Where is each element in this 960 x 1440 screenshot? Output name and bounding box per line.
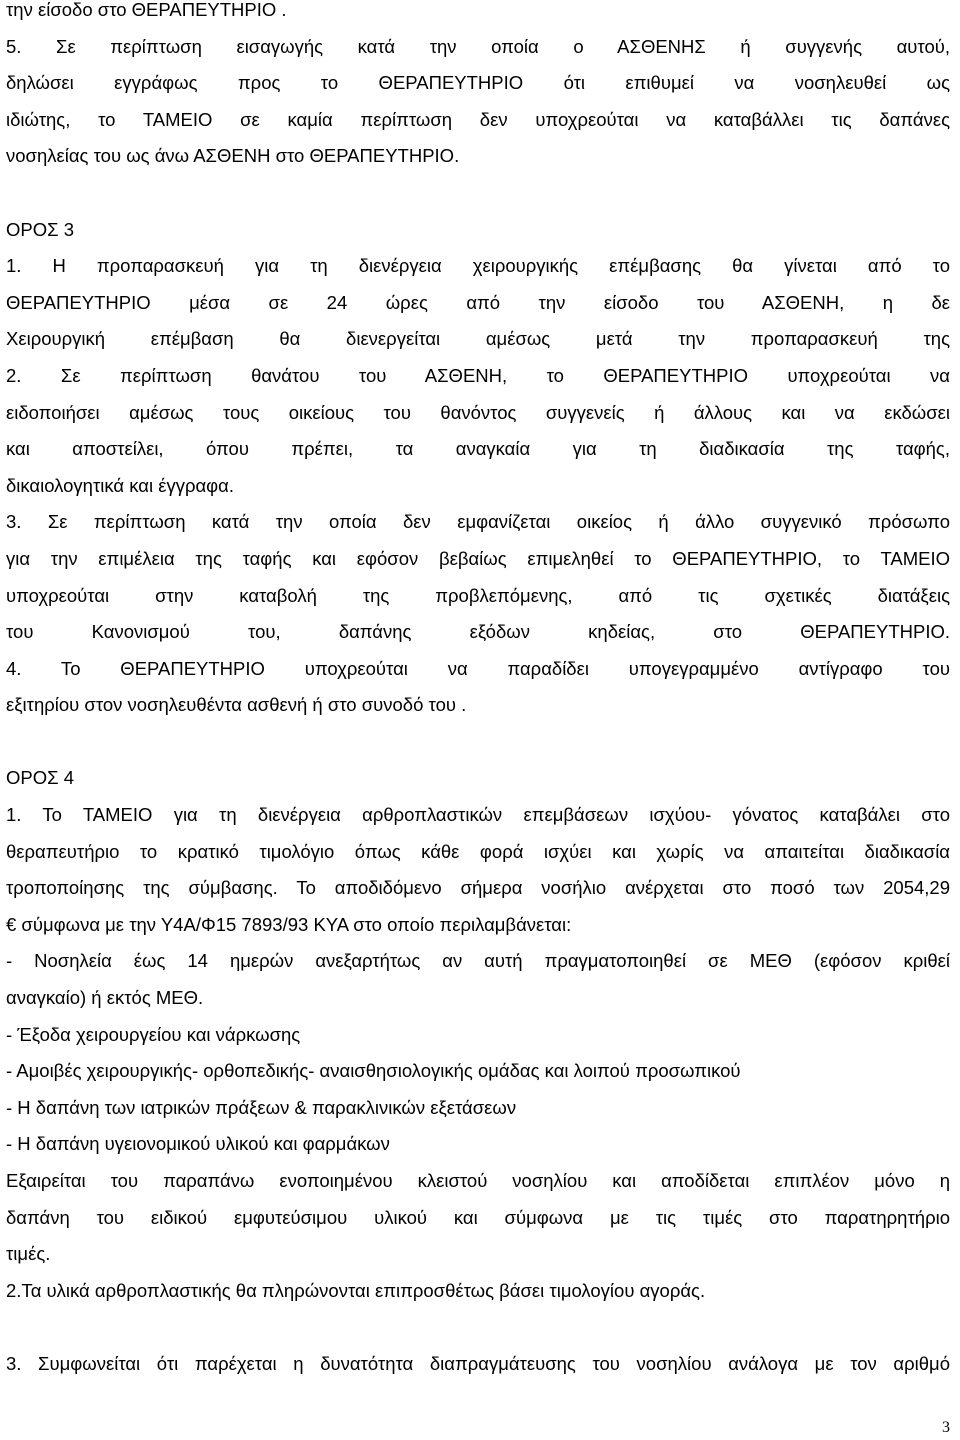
text-line: - Έξοδα χειρουργείου και νάρκωσης	[6, 1023, 301, 1045]
text-line: δηλώσει εγγράφως προς το ΘΕΡΑΠΕΥΤΗΡΙΟ ότι επιθυμεί να νοσηλευθεί ως	[6, 72, 950, 94]
text-line: Χειρουργική επέμβαση θα διενεργείται αμέσως μετά την προπαρασκευή της	[6, 328, 950, 350]
text-line: υποχρεούται στην καταβολή της προβλεπόμενης, από τις σχετικές διατάξεις	[6, 584, 950, 606]
text-line: τροποποίησης της σύμβασης. Το αποδιδόμενο σήμερα νοσήλιο ανέρχεται στο ποσό των 2054,29	[6, 877, 950, 899]
blank-line	[6, 724, 950, 761]
text-line: 2.Τα υλικά αρθροπλαστικής θα πληρώνονται επιπροσθέτως βάσει τιμολογίου αγοράς.	[6, 1279, 706, 1301]
text-line: 1. Η προπαρασκευή για τη διενέργεια χειρουργικής επέμβασης θα γίνεται από το	[6, 255, 950, 277]
text-line: αναγκαίο) ή εκτός ΜΕΘ.	[6, 987, 204, 1009]
text-line: νοσηλείας του ως άνω ΑΣΘΕΝΗ στο ΘΕΡΑΠΕΥΤΗΡΙΟ.	[6, 145, 460, 167]
text-line: ΘΕΡΑΠΕΥΤΗΡΙΟ μέσα σε 24 ώρες από την είσοδο του ΑΣΘΕΝΗ, η δε	[6, 291, 950, 313]
text-line: και αποστείλει, όπου πρέπει, τα αναγκαία για τη διαδικασία της ταφής,	[6, 438, 950, 460]
text-line: 4. Το ΘΕΡΑΠΕΥΤΗΡΙΟ υποχρεούται να παραδίδει υπογεγραμμένο αντίγραφο του	[6, 657, 950, 679]
text-line: για την επιμέλεια της ταφής και εφόσον βεβαίως επιμεληθεί το ΘΕΡΑΠΕΥΤΗΡΙΟ, το ΤΑΜΕΙΟ	[6, 547, 950, 569]
text-line: 5. Σε περίπτωση εισαγωγής κατά την οποία ο ΑΣΘΕΝΗΣ ή συγγενής αυτού,	[6, 35, 950, 57]
text-line: - Νοσηλεία έως 14 ημερών ανεξαρτήτως αν αυτή πραγματοποιηθεί σε ΜΕΘ (εφόσον κριθεί	[6, 950, 950, 972]
text-line: - Αμοιβές χειρουργικής- ορθοπεδικής- αναισθησιολογικής ομάδας και λοιπού προσωπικού	[6, 1060, 741, 1082]
text-line: - Η δαπάνη υγειονομικού υλικού και φαρμάκων	[6, 1133, 390, 1155]
text-line: 3. Σε περίπτωση κατά την οποία δεν εμφανίζεται οικείος ή άλλο συγγενικό πρόσωπο	[6, 511, 950, 533]
page-number: 3	[942, 1419, 950, 1436]
document-page	[6, 0, 950, 1383]
text-line: του Κανονισμού του, δαπάνης εξόδων κηδείας, στο ΘΕΡΑΠΕΥΤΗΡΙΟ.	[6, 621, 950, 643]
text-line: τιμές.	[6, 1243, 51, 1265]
text-line: ιδιώτης, το ΤΑΜΕΙΟ σε καμία περίπτωση δεν υποχρεούται να καταβάλλει τις δαπάνες	[6, 108, 950, 130]
text-line: 1. Το ΤΑΜΕΙΟ για τη διενέργεια αρθροπλαστικών επεμβάσεων ισχύου- γόνατος καταβάλει στο	[6, 804, 950, 826]
text-line: θεραπευτήριο το κρατικό τιμολόγιο όπως κάθε φορά ισχύει και χωρίς να απαιτείται διαδικασία	[6, 840, 950, 862]
text-line: Εξαιρείται του παραπάνω ενοποιημένου κλειστού νοσηλίου και αποδίδεται επιπλέον μόνο η	[6, 1170, 950, 1191]
text-line: € σύμφωνα με την Υ4Α/Φ15 7893/93 ΚΥΑ στο οποίο περιλαμβάνεται:	[6, 913, 572, 935]
text-line: 3. Συμφωνείται ότι παρέχεται η δυνατότητα διαπραγμάτευσης του νοσηλίου ανάλογα με τον αριθμό	[6, 1352, 950, 1374]
text-line: 2. Σε περίπτωση θανάτου του ΑΣΘΕΝΗ, το ΘΕΡΑΠΕΥΤΗΡΙΟ υποχρεούται να	[6, 364, 950, 386]
text-line: ειδοποιήσει αμέσως τους οικείους του θανόντος συγγενείς ή άλλους και να εκδώσει	[6, 401, 950, 423]
blank-line	[6, 175, 950, 212]
text-line: εξιτηρίου στον νοσηλευθέντα ασθενή ή στο συνοδό του .	[6, 694, 467, 716]
text-line: την είσοδο στο ΘΕΡΑΠΕΥΤΗΡΙΟ .	[6, 0, 287, 20]
text-line: δαπάνη του ειδικού εμφυτεύσιμου υλικού και σύμφωνα με τις τιμές στο παρατηρητήριο	[6, 1206, 950, 1228]
text-line: δικαιολογητικά και έγγραφα.	[6, 474, 235, 496]
section-heading: ΟΡΟΣ 4	[6, 767, 74, 789]
section-heading: ΟΡΟΣ 3	[6, 218, 74, 240]
text-line: - Η δαπάνη των ιατρικών πράξεων & παρακλινικών εξετάσεων	[6, 1096, 517, 1118]
blank-line	[6, 1309, 950, 1346]
